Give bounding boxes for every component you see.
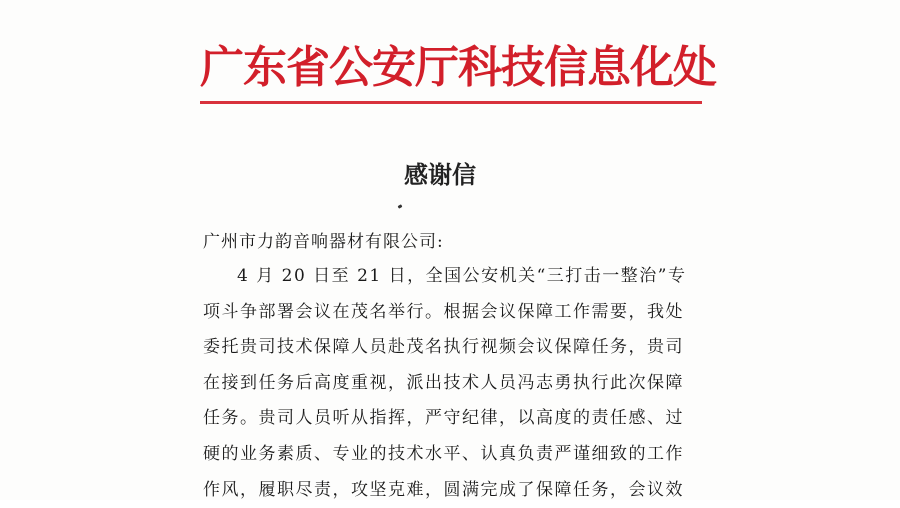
body-line: 任务。贵司人员听从指挥，严守纪律，以高度的责任感、过 [203, 408, 684, 429]
scan-speck [398, 204, 403, 209]
letterhead-red-rule [200, 101, 702, 104]
letter-salutation: 广州市力韵音响器材有限公司: [203, 232, 444, 252]
letter-title: 感谢信 [404, 161, 476, 189]
letter-body [203, 259, 698, 508]
body-line: 硬的业务素质、专业的技术水平、认真负责严谨细致的工作 [203, 443, 684, 464]
body-line: 项斗争部署会议在茂名举行。根据会议保障工作需要，我处 [203, 301, 684, 322]
body-line: 作风，履职尽责，攻坚克难，圆满完成了保障任务，会议效 [203, 479, 684, 500]
body-line: 在接到任务后高度重视，派出技术人员冯志勇执行此次保障 [203, 372, 684, 393]
body-line: 4 月 20 日至 21 日，全国公安机关“三打击一整治”专 [237, 266, 687, 286]
letterhead-org-name: 广东省公安厅科技信息化处 [200, 42, 716, 93]
body-line: 委托贵司技术保障人员赴茂名执行视频会议保障任务，贵司 [203, 337, 684, 358]
